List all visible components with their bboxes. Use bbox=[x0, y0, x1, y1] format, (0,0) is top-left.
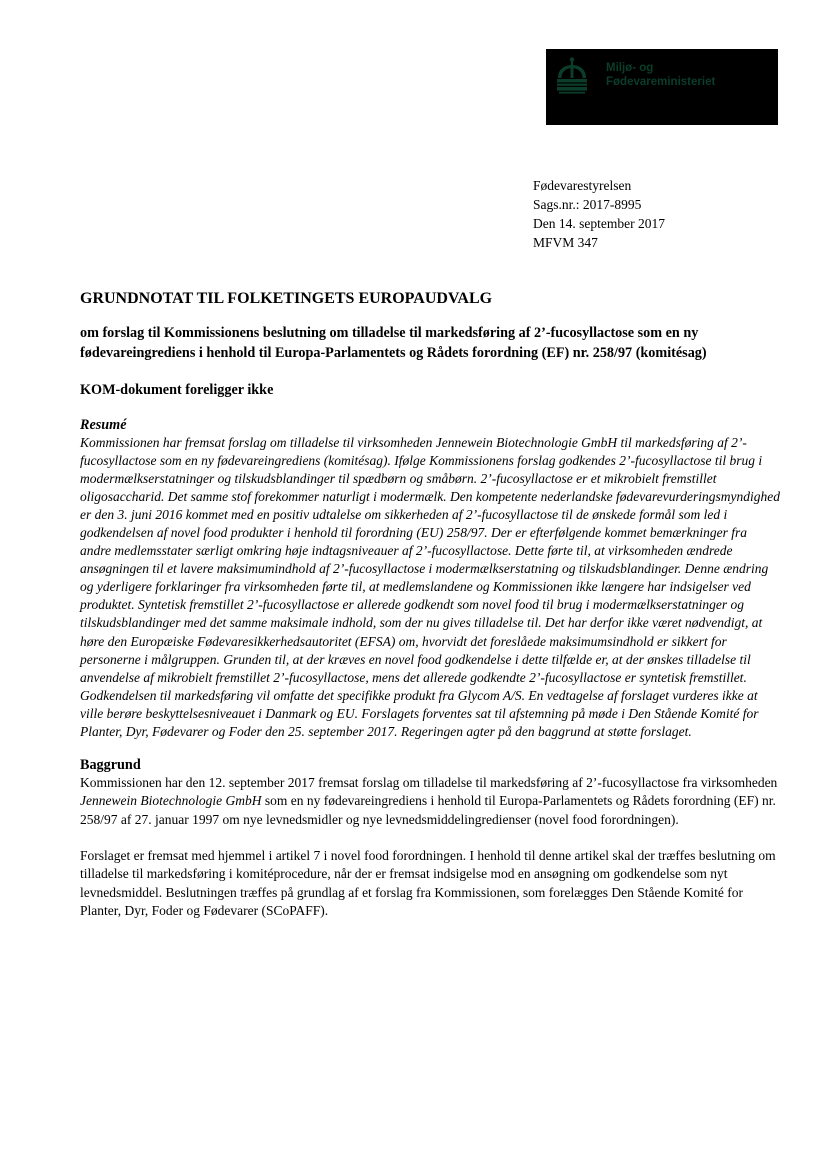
document-body bbox=[80, 288, 780, 920]
reference-number: MFVM 347 bbox=[533, 235, 598, 250]
document-title: GRUNDNOTAT TIL FOLKETINGETS EUROPAUDVALG bbox=[80, 290, 493, 307]
document-subtitle: om forslag til Kommissionens beslutning om tilladelse til markedsføring af 2’-fucosyllactose som en ny fødevareingrediens i henhold til Europa-Parlamentets og Rådets forordning (EF) nr. 258/97 (komitésag) bbox=[80, 325, 707, 361]
background-paragraph-2: Forslaget er fremsat med hjemmel i artikel 7 i novel food forordningen. I henhold til denne artikel skal der træffes beslutning om tilladelse til markedsføring i komitéprocedure, når der er fremsat indsigelse mod en ansøgning om godkendelse som nyt levnedsmiddel. Beslutningen træffes på grundlag af et forslag fra Kommissionen, som forelægges Den Stående Komité for Planter, Dyr, Foder og Fødevarer (SCoPAFF). bbox=[80, 847, 776, 918]
background-heading: Baggrund bbox=[80, 757, 141, 774]
agency-name: Fødevarestyrelsen bbox=[533, 178, 632, 193]
company-name: Jennewein Biotechnologie GmbH bbox=[80, 793, 262, 809]
resume-heading: Resumé bbox=[80, 416, 127, 433]
document-date: Den 14. september 2017 bbox=[533, 216, 665, 231]
logo-line-1: Miljø- og bbox=[606, 62, 654, 74]
background-paragraph-1 bbox=[80, 774, 780, 829]
ministry-logo bbox=[546, 49, 778, 125]
background-p1-end: som en ny fødevareingrediens i henhold til Europa-Parlamentets og Rådets forordning (EF) nr. 258/97 af 27. januar 1997 om nye levnedsmidler og nye levnedsmiddelingredienser (novel food forordningen). bbox=[80, 793, 776, 827]
case-number: Sags.nr.: 2017-8995 bbox=[533, 197, 642, 212]
document-meta bbox=[533, 176, 665, 252]
logo-text bbox=[606, 61, 715, 89]
logo-line-2: Fødevareministeriet bbox=[606, 76, 716, 88]
resume-body: Kommissionen har fremsat forslag om tilladelse til virksomheden Jennewein Biotechnologie GmbH til markedsføring af 2’-fucosyllactose som en ny fødevareingrediens (komitésag). Ifølge Kommissionens forslag godkendes 2’-fucosyllactose til brug i modermælkserstatninger og tilskudsblandinger til spædbørn og småbørn. 2’-fucosyllactose er et mikrobielt fremstillet oligosaccharid. Det samme stof forekommer naturligt i modermælk. Den kompetente nederlandske fødevarevurderingsmyndighed er den 3. juni 2016 kommet med en positiv udtalelse om sikkerheden af 2’-fucosyllactose til de ønskede formål som led i godkendelsen af novel food produkter i henhold til forordning (EU) 258/97. Der er efterfølgende kommet bemærkninger fra andre medlemsstater særligt omkring høje indtagsniveauer af 2’-fucosyllactose. Dette førte til, at virksomheden ændrede ansøgningen til et lavere maksimumindhold af 2’-fucosyllactose i modermælkserstatning og tilskudsblandinger. Denne ændring og yderligere forklaringer fra virksomheden førte til, at medlemslandene og Kommissionen ikke længere har indsigelser ved produktet. Syntetisk fremstillet 2’-fucosyllactose er allerede godkendt som novel food til brug i modermælkserstatninger og tilskudsblandinger med det samme maksimale indhold, som der nu gives tilladelse til. Det har derfor ikke været nødvendigt, at høre den Europæiske Fødevaresikkerhedsautoritet (EFSA) om, hvorvidt det foreslåede maksimumsindhold er sikkert for personerne i målgruppen. Grunden til, at der kræves en novel food godkendelse i dette tilfælde er, at der ønskes tilladelse til anvendelse af mikrobielt fremstillet 2’-fucosyllactose, mens det allerede godkendte 2’-fucosyllactose er syntetisk fremstillet. Godkendelsen til markedsføring vil omfatte det specifikke produkt fra Glycom A/S. En vedtagelse af forslaget vurderes ikke at ville berøre beskyttelsesniveauet i Danmark og EU. Forslagets forventes sat til afstemning på møde i Den Stående Komité for Planter, Dyr, Fødevarer og Foder den 25. september 2017. Regeringen agter på den baggrund at støtte forslaget. bbox=[80, 434, 780, 739]
background-p1-start: Kommissionen har den 12. september 2017 fremsat forslag om tilladelse til markedsføring af 2’-fucosyllactose fra virksomheden bbox=[80, 775, 778, 791]
crown-icon bbox=[552, 56, 592, 96]
kom-status: KOM-dokument foreligger ikke bbox=[80, 382, 274, 398]
